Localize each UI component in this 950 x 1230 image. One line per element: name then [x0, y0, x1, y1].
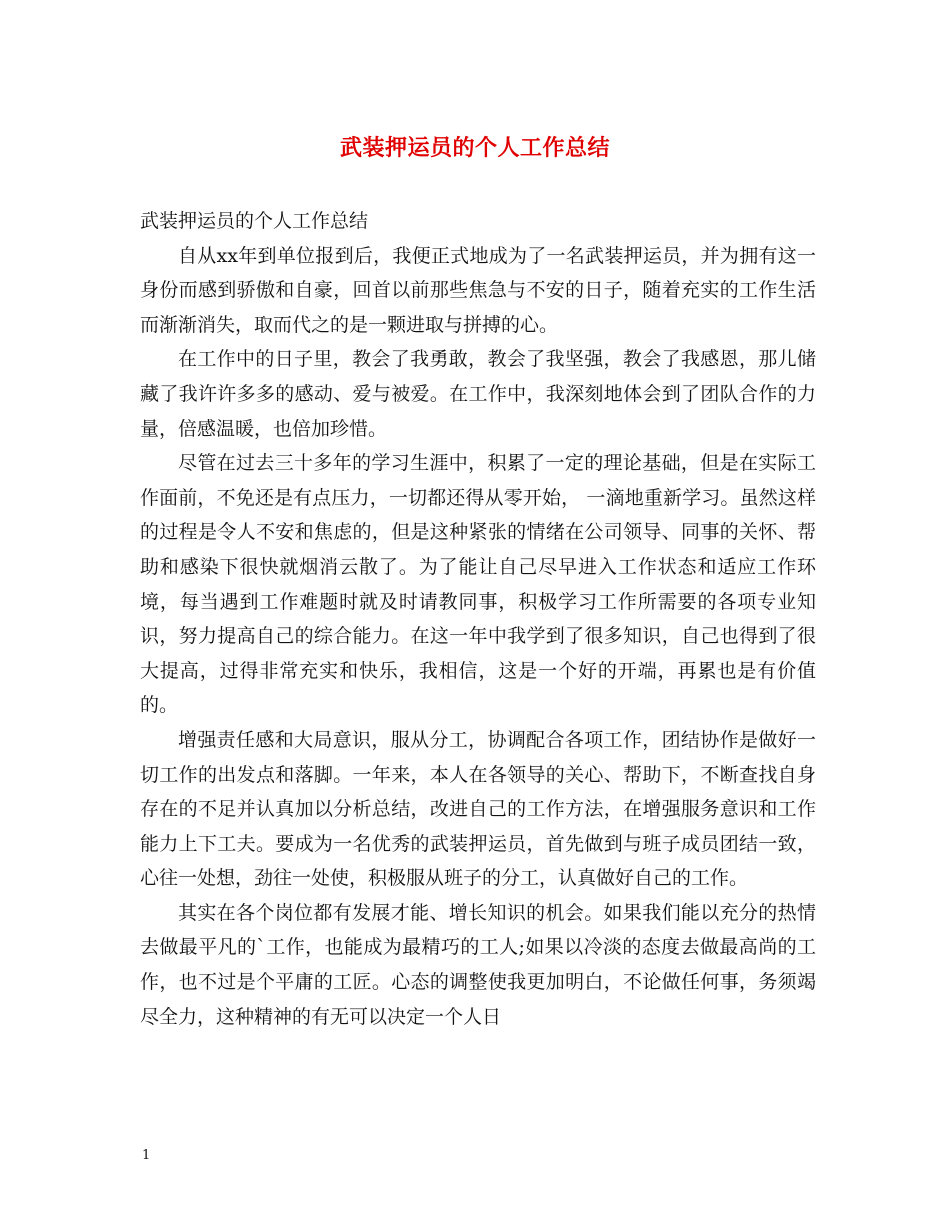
paragraph-4: 增强责任感和大局意识，服从分工，协调配合各项工作，团结协作是做好一切工作的出发点和落脚。一年来，本人在各领导的关心、帮助下，不断查找自身存在的不足并认真加以分析总结，改进自己的工作方法，在增强服务意识和工作能力上下工夫。要成为一名优秀的武装押运员，首先做到与班子成员团结一致，心往一处想，劲往一处使，积极服从班子的分工，认真做好自己的工作。 [140, 728, 816, 890]
paragraph-3: 尽管在过去三十多年的学习生涯中，积累了一定的理论基础，但是在实际工作面前，不免还是有点压力，一切都还得从零开始， 一滴地重新学习。虽然这样的过程是令人不安和焦虑的，但是这种紧张的情绪在公司领导、同事的关怀、帮助和感染下很快就烟消云散了。为了能让自己尽早进入工作状态和适应工作环境，每当遇到工作难题时就及时请教同事，积极学习工作所需要的各项专业知识，努力提高自己的综合能力。在这一年中我学到了很多知识，自己也得到了很大提高，过得非常充实和快乐，我相信，这是一个好的开端，再累也是有价值的。 [140, 452, 816, 717]
document-subtitle: 武装押运员的个人工作总结 [140, 210, 369, 232]
paragraph-5: 其实在各个岗位都有发展才能、增长知识的机会。如果我们能以充分的热情去做最平凡的`工作，也能成为最精巧的工人;如果以冷淡的态度去做最高尚的工作，也不过是个平庸的工匠。心态的调整使我更加明白，不论做任何事，务须竭尽全力，这种精神的有无可以决定一个人日 [140, 901, 816, 1028]
paragraph-1: 自从xx年到单位报到后，我便正式地成为了一名武装押运员，并为拥有这一身份而感到骄傲和自豪，回首以前那些焦急与不安的日子，随着充实的工作生活而渐渐消失，取而代之的是一颗进取与拼搏的心。 [140, 244, 816, 336]
document-body [140, 204, 816, 1034]
document-title: 武装押运员的个人工作总结 [339, 135, 610, 161]
paragraph-2: 在工作中的日子里，教会了我勇敢，教会了我坚强，教会了我感恩，那儿储藏了我许许多多的感动、爱与被爱。在工作中，我深刻地体会到了团队合作的力量，倍感温暖，也倍加珍惜。 [140, 348, 816, 440]
page-number: 1 [142, 1148, 151, 1163]
